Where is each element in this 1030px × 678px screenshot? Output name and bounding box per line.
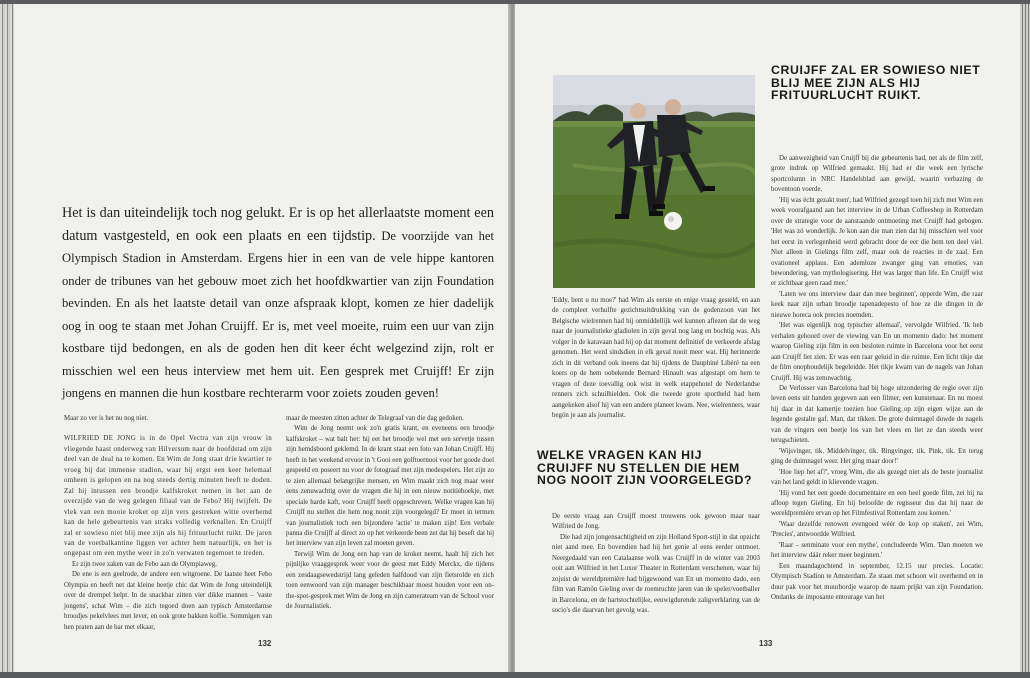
body-paragraph: Een maandagochtend in september, 12.15 uur precies. Locatie: Olympisch Stadion te Amsterdam. Ze staan met schoon wit overhemd en in duur pak voor het muurbordje waarop de naam prijkt van zijn Foundation. Ondanks de imposante entourage van het: [771, 562, 983, 602]
body-paragraph: Terwijl Wim de Jong een hap van de kroket neemt, haalt hij zich het pijnlijke vraaggesprek weer voor de geest met Eddy Merckx, die tijdens een zesdaagsewedstrijd lang geleden halfdood van zijn fietsrolde en zich toen eenwoord van zijn manager beschikbaar moest houden voor een on-the-spot-gesprek met Wim de Jong en zijn camerateam van de School voor de Journalistiek.: [286, 550, 494, 611]
page-number: 132: [258, 639, 272, 648]
body-paragraph: De Verlosser van Barcelona had bij hoge uitzondering de regie over zijn leven eens uit handen gegeven aan een filmer, een kunstenaar. En nu moest hij daar in dat kamertje toezien hoe Gieling op zijn eigen wijze aan de legende gestalte gaf. Man, dat tikken. De grote duimnagel duwde de nagels van de vingers een beetje los van het vlees en liet ze dan steeds weer terugschieten.: [771, 384, 983, 445]
body-paragraph: Er zijn twee zaken van de Febo aan de Olympiaweg.: [72, 560, 218, 568]
body-paragraph: 'Hoe liep het af?', vroeg Wim, die als gezegd niet als de beste journalist van het land geldt in klievende vragen.: [771, 468, 983, 487]
photo-two-men-with-football: [553, 75, 755, 288]
body-paragraph: 'Het was eigenlijk nog typischer allemaal', vervolgde Wilfried. 'Ik heb verhalen gehoord over de viewing van En un momento dado: het moment waarop Gieling zijn film in een besloten ruimte in Barcelona voor het eerst aan Cruijff liet zien. Er was een raar geluid in die ruimte. Een licht tikje dat de film onophoudelijk begeleidde. Het tikje kwam van de nagels van Johan Cruijff. Hij was zenuwachtig.: [771, 322, 983, 382]
body-paragraph: 'Raar – senminate voor een mythe', concludeerde Wim. 'Dan moeten we het interview dáár reker meer beginnen.': [771, 541, 983, 560]
right-column-1-lower: [552, 512, 760, 617]
body-paragraph: De ene is een geelrode, de andere een witgroene. De laatste heet Febo Olympia en heeft net dat kleine beetje chic dat Wim de Jong uiteindelijk over de drempel helpt. In de snackbar zitten vier dikke mannen – 'vaste jongens', schat Wim – die zich tegoed doen aan typisch Amsterdamse broodjes pekelvlees met lever, en ook grote bakken koffie. Sommigen van hen praten aan de bar met elkaar,: [64, 571, 272, 631]
body-paragraph: De eerste vraag aan Cruijff moest trouwens ook gewoon maar naar Wilfried de Jong.: [552, 513, 760, 531]
intro-paragraph: [62, 202, 494, 405]
right-column-2: [771, 154, 983, 603]
pull-quote-heading: CRUIJFF ZAL ER SOWIESO NIET BLIJ MEE ZIJN ALS HIJ FRITUURLUCHT RUIKT.: [771, 63, 981, 102]
body-paragraph: 'Hij vond het een goede documentaire en een heel goede film, zei hij na afloop tegen Gieling. En hij beloofde de regisseur dus dat hij naar de wereldpremière ervan op het Filmfestival Rotterdam zou komen.': [771, 489, 983, 518]
body-paragraph: maar de meesten zitten achter de Telegraaf van die dag gedoken.: [286, 415, 464, 422]
body-paragraph: 'Laten we ons interview daar dan mee beginnen', opperde Wim, die raar keek naar zijn urban broodje tapenadepesto of hoe ze die dingen in de nieuwe horeca ook precies noemden.: [771, 290, 983, 319]
body-paragraph: Die had zijn jongensachtigheid en zijn Holland Sport-stijl in dat opzicht niet aand mee. En bovendien had hij het genie al eens eerder ontmoet. Neergedaald van een Catalaanse wolk was Cruijff in de winter van 2003 ooit aan Wilfried in het Luxor Theater in Rotterdam verschenen, waar hij zojuist de wereldpremière had bijgewoond van En un momento dado, een film van Ramón Gieling over de roemruchte jaren van de speler/voetballer in Barcelona, en de hartstochtelijke, eeuwigdurende zaligverklaring van de socio's die daarvan het gevolg was.: [552, 533, 760, 615]
left-column-2: [286, 414, 494, 613]
body-paragraph: Maar zo ver is het nu nog niet.: [64, 415, 149, 422]
intro-rest: De voorzijde van het Olympisch Stadion in Amsterdam. Ergens hier in een van de vele hippe kantoren onder de tribunes van het gebouw moet zich het hoofdkwartier van zijn Foundation bevinden. En als het laatste detail van onze afspraak klopt, komen ze hier dadelijk oog in oog te staan met Johan Cruijff. Er is, met veel moeite, ruim een uur van zijn kostbare tijd bedongen, en als de goden hen dit keer écht welgezind zijn, rolt er misschien wel een heus interview met hem uit. Een gesprek met Cruijff! Er zijn jongens en mannen die hun kostbare rechterarm voor zoiets zouden geven!: [62, 228, 494, 400]
body-paragraph: WILFRIED DE JONG is in de Opel Vectra van zijn vrouw in vliegende haast onderweg van Hilversum naar de hoofdstad om zijn deel van de deal na te komen. En Wim de Jong staat drie kwartier te vroeg bij dat immense stadion, waar hij ergst een keer helemaal omheen is gelopen en na nog steeds dertig minuten heeft te doden. Zal hij intussen een broodje kalfskroket nemen in het aan de overzijde van de weg gelegen filiaal van de Febo? Hij twijfelt. De vlek van een mooie kroket op zijn vers gestreken witte overhemd kan de hele gebeurtenis van straks volledig verknallen. En Cruijff zal er sowieso niet blij mee zijn als hij frituurlucht ruikt. De jaren van de voetbalkantine liggen ver achter hem natuurlijk, en het is ongepast om een mythe weer in zo'n verwaten tegemoet te treden.: [64, 435, 272, 558]
question-heading: WELKE VRAGEN KAN HIJ CRUIJFF NU STELLEN DIE HEM NOG NOOIT ZIJN VOORGELEGD?: [537, 448, 753, 487]
right-page: [515, 4, 1020, 672]
body-paragraph: 'Wijsvinger, tik. Middelvinger, tik. Ringvinger, tik. Pink, tik. En terug ging de duimnagel weer. Het ging maar door!': [771, 447, 983, 466]
body-paragraph: 'Eddy, bent u nu moe?' had Wim als eerste en enige vraag gesteld, en aan de compleet verhulfte gezichtsuitdrukking van de godenzoon van het Belgische wielrennen had hij onmiddellijk wel kunnen aflezen dat de weg naar de journalistieke gladiolen in zijn geval nog lang en bochtig was. Als volger in de karavaan had hij op dat moment definitief de verkeerde afslag genomen. Het werd sindsdien in elk geval nooit meer wat. Hij herinnerde zich in dit verband ook ineens dat hij tijdens de Dauphiné Libéré na een koers op de hem oobekende Bernard Hinault was afgestapt om hem te vragen of deze toevallig ook wist in welk etappehotel de Nederlandse renners zich schuilhielden. Ook die tweede grote sportheld had hem aangekeken alsof hij van een andere planeet kwam. Nee, wielrenners, waar begön je aan als journalist.: [552, 297, 760, 419]
page-number: 133: [759, 639, 773, 648]
page-edges-right: [1020, 4, 1030, 672]
body-paragraph: Wim de Jong neemt ook zo'n gratis krant, en eveneens een broodje kalfskroket – wat balt het: hij eet het broodje wel met een servetje tussen zijn hemdsboord geklemd. In de krant staat een foto van Johan Cruijff. Hij heeft in het weekend ervoor in 't Gooi een golftoernooi voor het goede doel gespeeld en poseert nu voor de fotograaf met zijn medespelers. Het zijn zo te zien allemaal belangrijke mensen, en Wim maakt zich nog maar weer eens zenuwachtig over de vragen die hij in een nieuw notitieboekje, met speciale harde kaft, voor Cruijff heeft opgeschreven. Welke vragen kan hij Cruijff nu stellen die hem nog nooit zijn voorgelegd? Er moet in termen van journalistiek toch een bijzondere 'actie' te maken zijn! Een verbale panna die Cruijff al direct zo op het verkeerde been zet dat hij beseft dat hij het interview van zijn leven zal moeten geven.: [286, 425, 494, 548]
left-page: [14, 4, 510, 672]
right-column-1: [552, 296, 760, 421]
body-paragraph: De aanwezigheid van Cruijff bij die gebeurtenis had, net als de film zelf, grote indruk op Wilfried gemaakt. Hij had er die week een lyrische sportcolumn in NRC Handelsblad aan gewijd, waarin verbazing de boventoon voerde.: [771, 155, 983, 194]
page-edges-left: [0, 4, 14, 672]
left-column-1: [64, 414, 272, 633]
body-paragraph: 'Hij was écht gezakt toen', had Wilfried gezegd toen hij zich met Wim een week voorafgaand aan het interview in de Urban Coffeeshop in Rotterdam over de strategie voor de aanstaande ontmoeting met Cruijff had gebogen. 'Het was zó wonderlijk. Je kon aan die man zien dat hij misschien wel voor het eerst in verlegenheid werd gebracht door de eer die hem ten deel viel. Niet alleen in Gielings film zelf, maar ook de reacties in de zaal. Een ovationeel applaus. Een ademloze zwanger ging van emoties, van bewondering, van mythologisering. Het was larger than life. En Cruijff wist er zichtbaar geen raad mee.': [771, 196, 983, 288]
intro-lead: Het is dan uiteindelijk toch nog gelukt. Er is op het allerlaatste moment een datum vastgesteld, en ook een plaats en een tijdstip.: [62, 205, 494, 244]
body-paragraph: 'Waar dezelfde renowen evengoed wéér de kop op staken', zei Wim, 'Precies', antwoordde Wilfried.: [771, 520, 983, 539]
photo-illustration: [553, 75, 755, 288]
